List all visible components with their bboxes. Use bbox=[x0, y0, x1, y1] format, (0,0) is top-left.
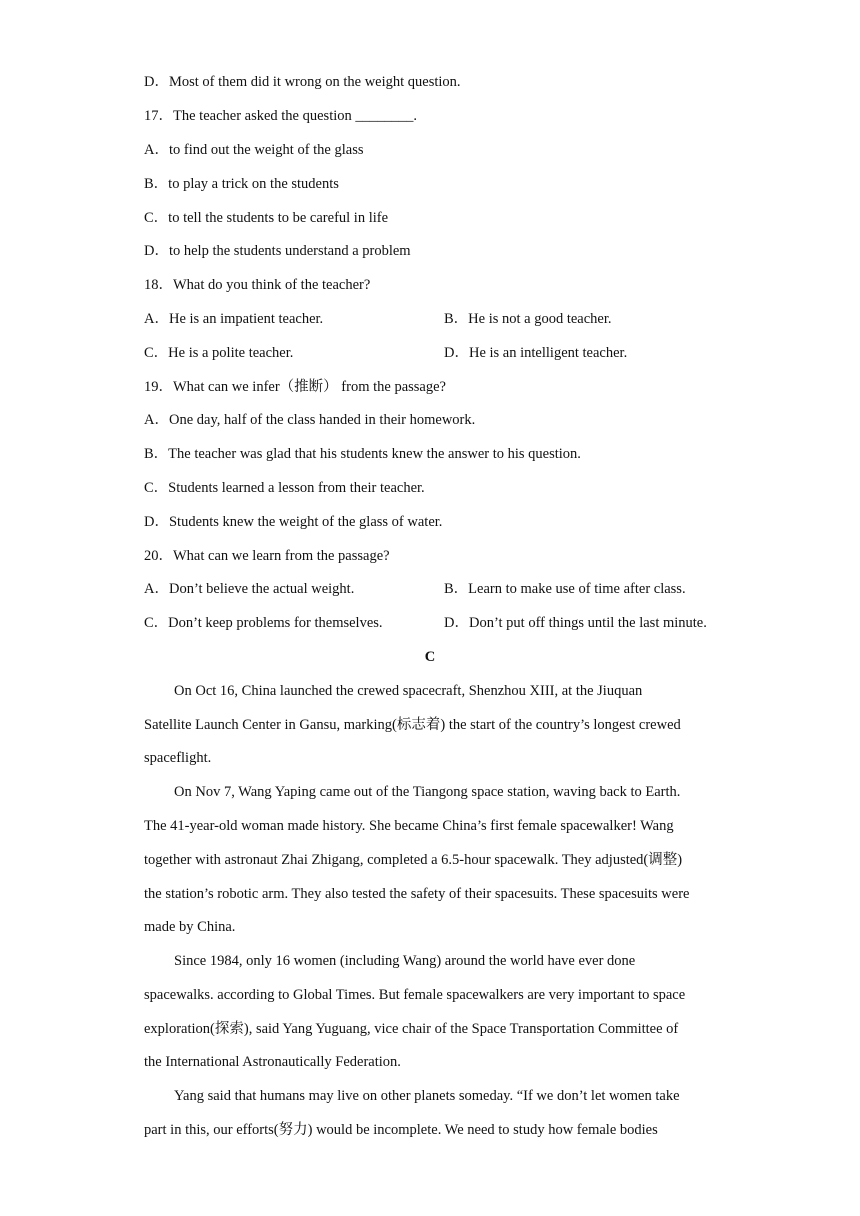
passage-p2-line5: made by China. bbox=[144, 919, 236, 935]
passage-p3-line1: Since 1984, only 16 women (including Wang) around the world have ever done bbox=[174, 953, 636, 969]
q20-option-d: D．Don’t put off things until the last minute. bbox=[444, 615, 707, 631]
q18-option-a: A．He is an impatient teacher. bbox=[144, 311, 324, 327]
q18-stem: 18．What do you think of the teacher? bbox=[144, 277, 371, 293]
passage-p3-line2: spacewalks. according to Global Times. But female spacewalkers are very important to space bbox=[144, 987, 686, 1003]
q19-option-b: B．The teacher was glad that his students knew the answer to his question. bbox=[144, 446, 581, 462]
q19-stem: 19．What can we infer（推断） from the passage? bbox=[144, 379, 446, 395]
q17-option-c: C．to tell the students to be careful in life bbox=[144, 210, 389, 226]
q17-option-b: B．to play a trick on the students bbox=[144, 176, 339, 192]
passage-p2-line3: together with astronaut Zhai Zhigang, completed a 6.5-hour spacewalk. They adjusted(调整) bbox=[144, 852, 683, 868]
passage-p3-line4: the International Astronautically Federation. bbox=[144, 1054, 401, 1070]
q20-stem: 20．What can we learn from the passage? bbox=[144, 548, 390, 564]
q16-option-d: D．Most of them did it wrong on the weight question. bbox=[144, 74, 461, 90]
q20-option-a: A．Don’t believe the actual weight. bbox=[144, 581, 355, 597]
passage-p1-line2: Satellite Launch Center in Gansu, marking(标志着) the start of the country’s longest crewed bbox=[144, 717, 681, 733]
passage-p4-line1: Yang said that humans may live on other planets someday. “If we don’t let women take bbox=[174, 1088, 680, 1104]
q19-option-a: A．One day, half of the class handed in their homework. bbox=[144, 412, 476, 428]
q17-option-d: D．to help the students understand a problem bbox=[144, 243, 411, 259]
q18-option-b: B．He is not a good teacher. bbox=[444, 311, 612, 327]
passage-p2-line2: The 41-year-old woman made history. She became China’s first female spacewalker! Wang bbox=[144, 818, 674, 834]
q19-option-c: C．Students learned a lesson from their teacher. bbox=[144, 480, 425, 496]
q17-option-a: A．to find out the weight of the glass bbox=[144, 142, 364, 158]
q17-stem: 17．The teacher asked the question ________. bbox=[144, 108, 418, 124]
passage-p4-line2: part in this, our efforts(努力) would be incomplete. We need to study how female bodies bbox=[144, 1122, 658, 1138]
passage-p1-line1: On Oct 16, China launched the crewed spacecraft, Shenzhou XIII, at the Jiuquan bbox=[174, 683, 643, 699]
q20-option-c: C．Don’t keep problems for themselves. bbox=[144, 615, 383, 631]
passage-p2-line4: the station’s robotic arm. They also tested the safety of their spacesuits. These spacesuits were bbox=[144, 886, 690, 902]
q19-option-d: D．Students knew the weight of the glass of water. bbox=[144, 514, 443, 530]
passage-p2-line1: On Nov 7, Wang Yaping came out of the Tiangong space station, waving back to Earth. bbox=[174, 784, 681, 800]
section-heading: C bbox=[424, 649, 436, 665]
q18-option-d: D．He is an intelligent teacher. bbox=[444, 345, 628, 361]
passage-p1-line3: spaceflight. bbox=[144, 750, 212, 766]
q18-option-c: C．He is a polite teacher. bbox=[144, 345, 294, 361]
q20-option-b: B．Learn to make use of time after class. bbox=[444, 581, 686, 597]
passage-p3-line3: exploration(探索), said Yang Yuguang, vice chair of the Space Transportation Committee of bbox=[144, 1021, 679, 1037]
